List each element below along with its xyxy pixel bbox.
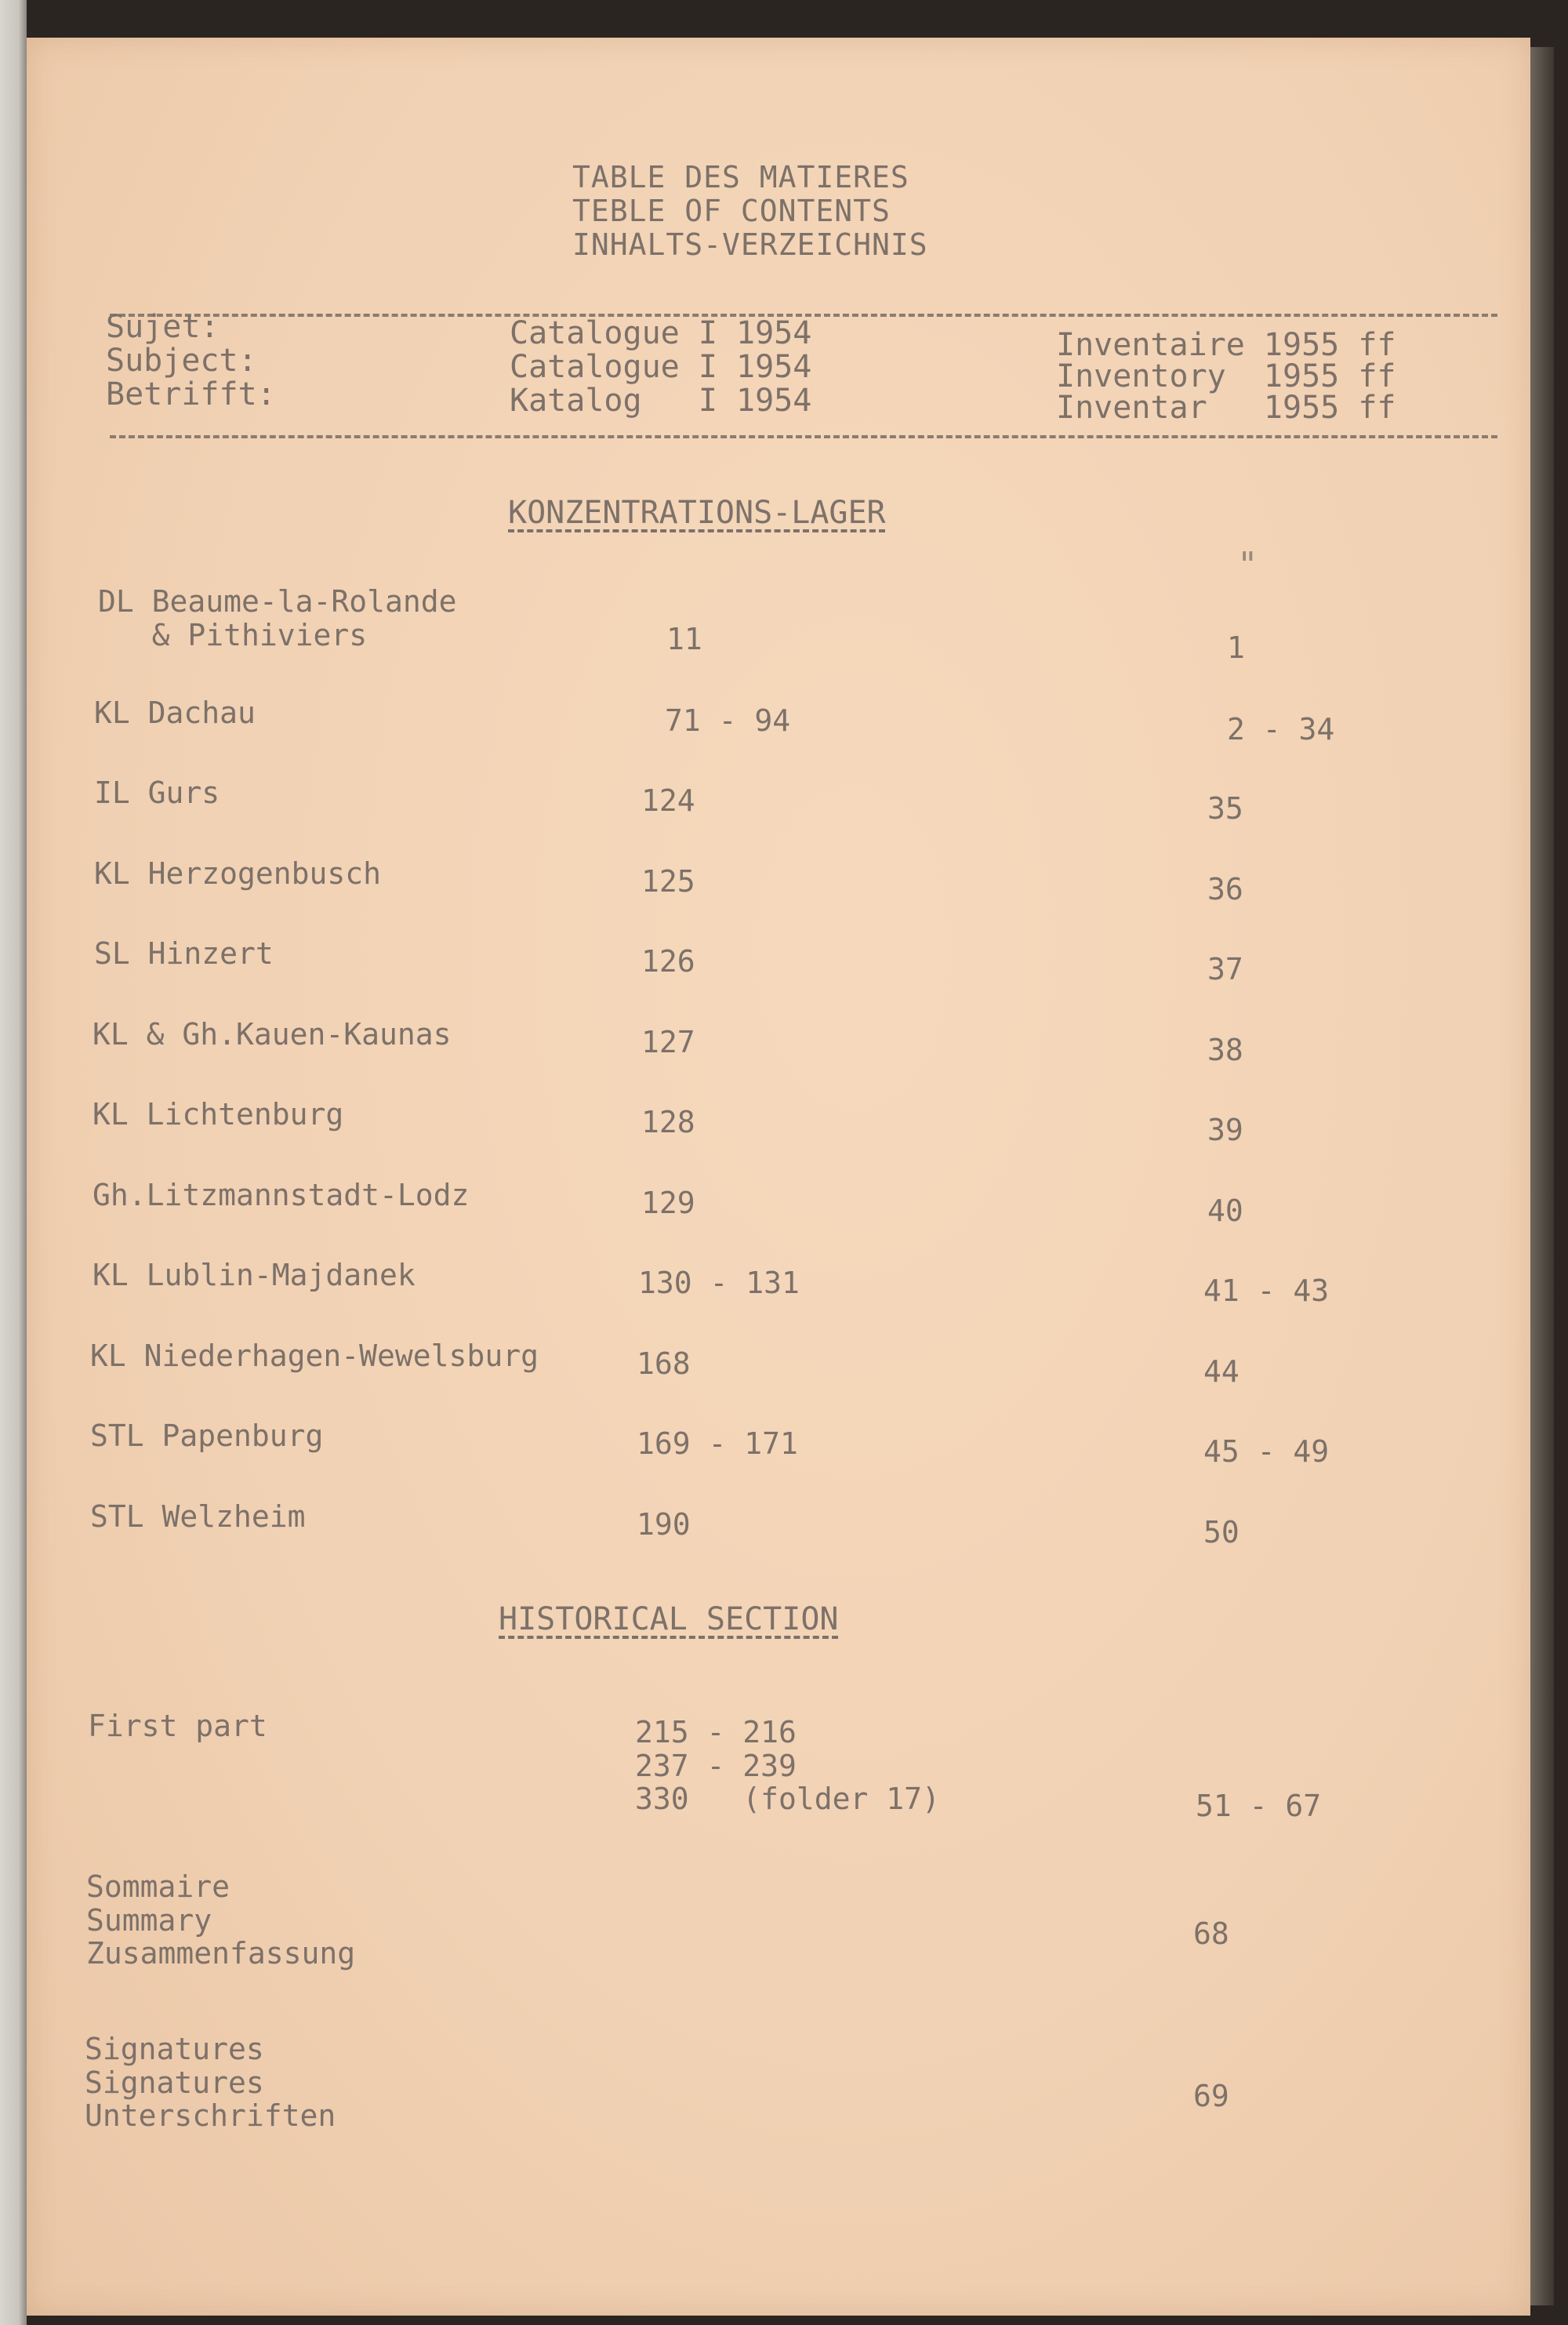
table-row-subject: KL Lichtenburg — [93, 1097, 344, 1132]
table-row-catalogue: 215 - 216 237 - 239 330 (folder 17) — [635, 1715, 940, 1817]
page-edge — [1530, 47, 1554, 2305]
table-row-inventory: 37 — [1207, 952, 1243, 986]
table-row-inventory: 51 - 67 — [1196, 1789, 1322, 1823]
table-row-inventory: 36 — [1207, 872, 1243, 906]
table-row-inventory: 68 — [1193, 1916, 1229, 1951]
table-row-catalogue: 127 — [641, 1025, 695, 1059]
binder-edge — [0, 0, 27, 2325]
catalogue-label-en: Catalogue I 1954 — [510, 349, 812, 385]
table-row-subject: KL & Gh.Kauen-Kaunas — [93, 1017, 452, 1052]
catalogue-label-fr: Catalogue I 1954 — [510, 315, 812, 351]
inventory-label-de: Inventar 1955 ff — [1056, 390, 1396, 426]
table-row-inventory: 39 — [1207, 1113, 1243, 1147]
table-row-subject: First part — [88, 1709, 267, 1743]
table-row-subject: KL Dachau — [94, 696, 256, 730]
table-row-catalogue: 124 — [641, 783, 695, 818]
section-heading-historical: HISTORICAL SECTION — [499, 1601, 839, 1637]
subject-label-de: Betrifft: — [106, 376, 276, 412]
table-row-inventory: 45 - 49 — [1203, 1434, 1330, 1469]
table-row-subject: Gh.Litzmannstadt-Lodz — [93, 1178, 470, 1212]
subject-label-en: Subject: — [106, 343, 257, 379]
rule-bottom — [110, 435, 1497, 438]
table-row-inventory: 41 - 43 — [1203, 1273, 1330, 1308]
table-row-subject: IL Gurs — [94, 776, 220, 810]
section-heading-concentration-camps: KONZENTRATIONS-LAGER — [508, 495, 886, 531]
table-row-subject: STL Papenburg — [90, 1419, 324, 1453]
table-row-subject: KL Niederhagen-Wewelsburg — [90, 1339, 539, 1373]
subject-label-fr: Sujet: — [106, 309, 220, 345]
table-row-subject: SL Hinzert — [94, 936, 274, 971]
table-row-catalogue: 168 — [637, 1346, 691, 1381]
inventory-label-fr: Inventaire 1955 ff — [1056, 327, 1396, 363]
table-row-inventory: 69 — [1193, 2079, 1229, 2113]
table-row-catalogue: 125 — [641, 864, 695, 899]
table-row-catalogue: 130 - 131 — [638, 1266, 800, 1300]
table-row-subject: KL Herzogenbusch — [94, 856, 382, 891]
table-row-catalogue: 71 - 94 — [665, 703, 791, 738]
catalogue-label-de: Katalog I 1954 — [510, 383, 812, 419]
title-german: INHALTS-VERZEICHNIS — [572, 227, 928, 262]
table-row-inventory: 35 — [1207, 791, 1243, 826]
table-row-inventory: 38 — [1207, 1033, 1243, 1067]
table-row-subject: Signatures Signatures Unterschriften — [85, 2032, 336, 2134]
table-row-subject: KL Lublin-Majdanek — [93, 1258, 416, 1292]
table-row-catalogue: 128 — [641, 1105, 695, 1139]
ditto-mark: " — [1237, 545, 1258, 585]
table-row-subject: DL Beaume-la-Rolande & Pithiviers — [98, 584, 457, 652]
table-row-inventory: 2 - 34 — [1227, 712, 1335, 747]
title-french: TABLE DES MATIERES — [572, 160, 909, 194]
table-row-subject: STL Welzheim — [90, 1499, 306, 1534]
table-row-catalogue: 169 - 171 — [637, 1426, 798, 1461]
title-english: TEBLE OF CONTENTS — [572, 194, 891, 228]
table-row-catalogue: 129 — [641, 1186, 695, 1220]
table-row-subject: Sommaire Summary Zusammenfassung — [86, 1869, 356, 1971]
table-row-inventory: 50 — [1203, 1515, 1240, 1549]
table-row-inventory: 44 — [1203, 1354, 1240, 1389]
inventory-label-en: Inventory 1955 ff — [1056, 358, 1396, 394]
table-row-catalogue: 11 — [666, 622, 702, 656]
table-row-catalogue: 126 — [641, 944, 695, 979]
table-row-inventory: 40 — [1207, 1193, 1243, 1228]
table-row-inventory: 1 — [1227, 630, 1245, 665]
table-row-catalogue: 190 — [637, 1507, 691, 1542]
